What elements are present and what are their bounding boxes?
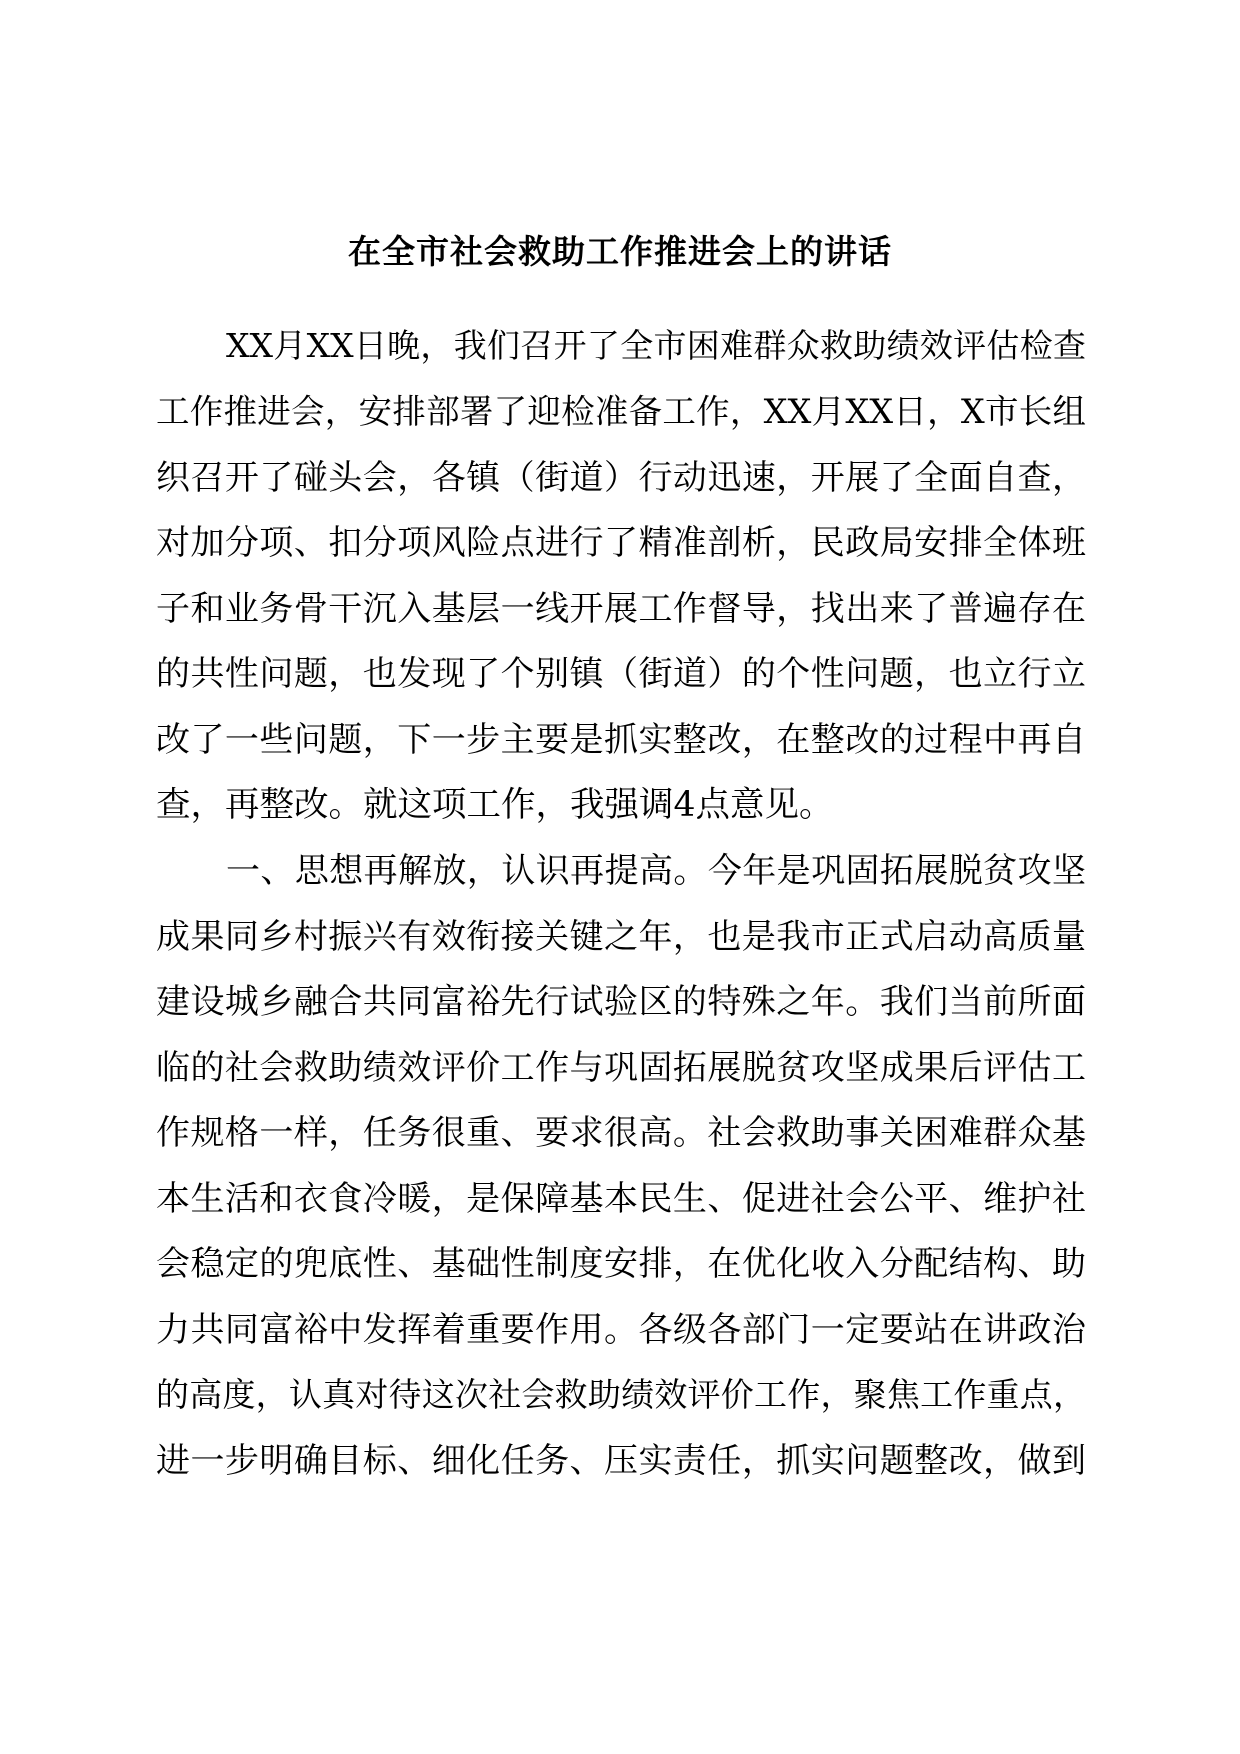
- body-line-17: 的高度，认真对待这次社会救助绩效评价工作，聚焦工作重点，: [156, 1375, 1086, 1414]
- body-line-7: 改了一些问题，下一步主要是抓实整改，在整改的过程中再自: [156, 720, 1086, 760]
- document-title: 在全市社会救助工作推进会上的讲话: [348, 232, 892, 271]
- body-line-3: 织召开了碰头会，各镇（街道）行动迅速，开展了全面自查，: [156, 458, 1086, 498]
- body-line-15: 会稳定的兜底性、基础性制度安排，在优化收入分配结构、助: [156, 1244, 1086, 1284]
- body-line-2: 工作推进会，安排部署了迎检准备工作，XX月XX日，X市长组: [156, 392, 1086, 431]
- body-line-14: 本生活和衣食冷暖，是保障基本民生、促进社会公平、维护社: [156, 1179, 1086, 1219]
- body-line-18: 进一步明确目标、细化任务、压实责任，抓实问题整改，做到: [156, 1441, 1086, 1481]
- body-line-11: 建设城乡融合共同富裕先行试验区的特殊之年。我们当前所面: [156, 982, 1086, 1022]
- body-line-8: 查，再整改。就这项工作，我强调4点意见。: [156, 785, 834, 825]
- body-line-5: 子和业务骨干沉入基层一线开展工作督导，找出来了普遍存在: [156, 589, 1086, 629]
- body-line-4: 对加分项、扣分项风险点进行了精准剖析，民政局安排全体班: [156, 523, 1086, 563]
- body-line-9: 一、思想再解放，认识再提高。今年是巩固拓展脱贫攻坚: [226, 851, 1086, 891]
- body-line-6: 的共性问题，也发现了个别镇（街道）的个性问题，也立行立: [156, 654, 1086, 694]
- body-line-1: XX月XX日晚，我们召开了全市困难群众救助绩效评估检查: [226, 326, 1086, 365]
- body-line-16: 力共同富裕中发挥着重要作用。各级各部门一定要站在讲政治: [156, 1310, 1086, 1350]
- body-line-12: 临的社会救助绩效评价工作与巩固拓展脱贫攻坚成果后评估工: [156, 1048, 1086, 1088]
- body-line-13: 作规格一样，任务很重、要求很高。社会救助事关困难群众基: [156, 1113, 1086, 1153]
- body-line-10: 成果同乡村振兴有效衔接关键之年，也是我市正式启动高质量: [156, 917, 1086, 957]
